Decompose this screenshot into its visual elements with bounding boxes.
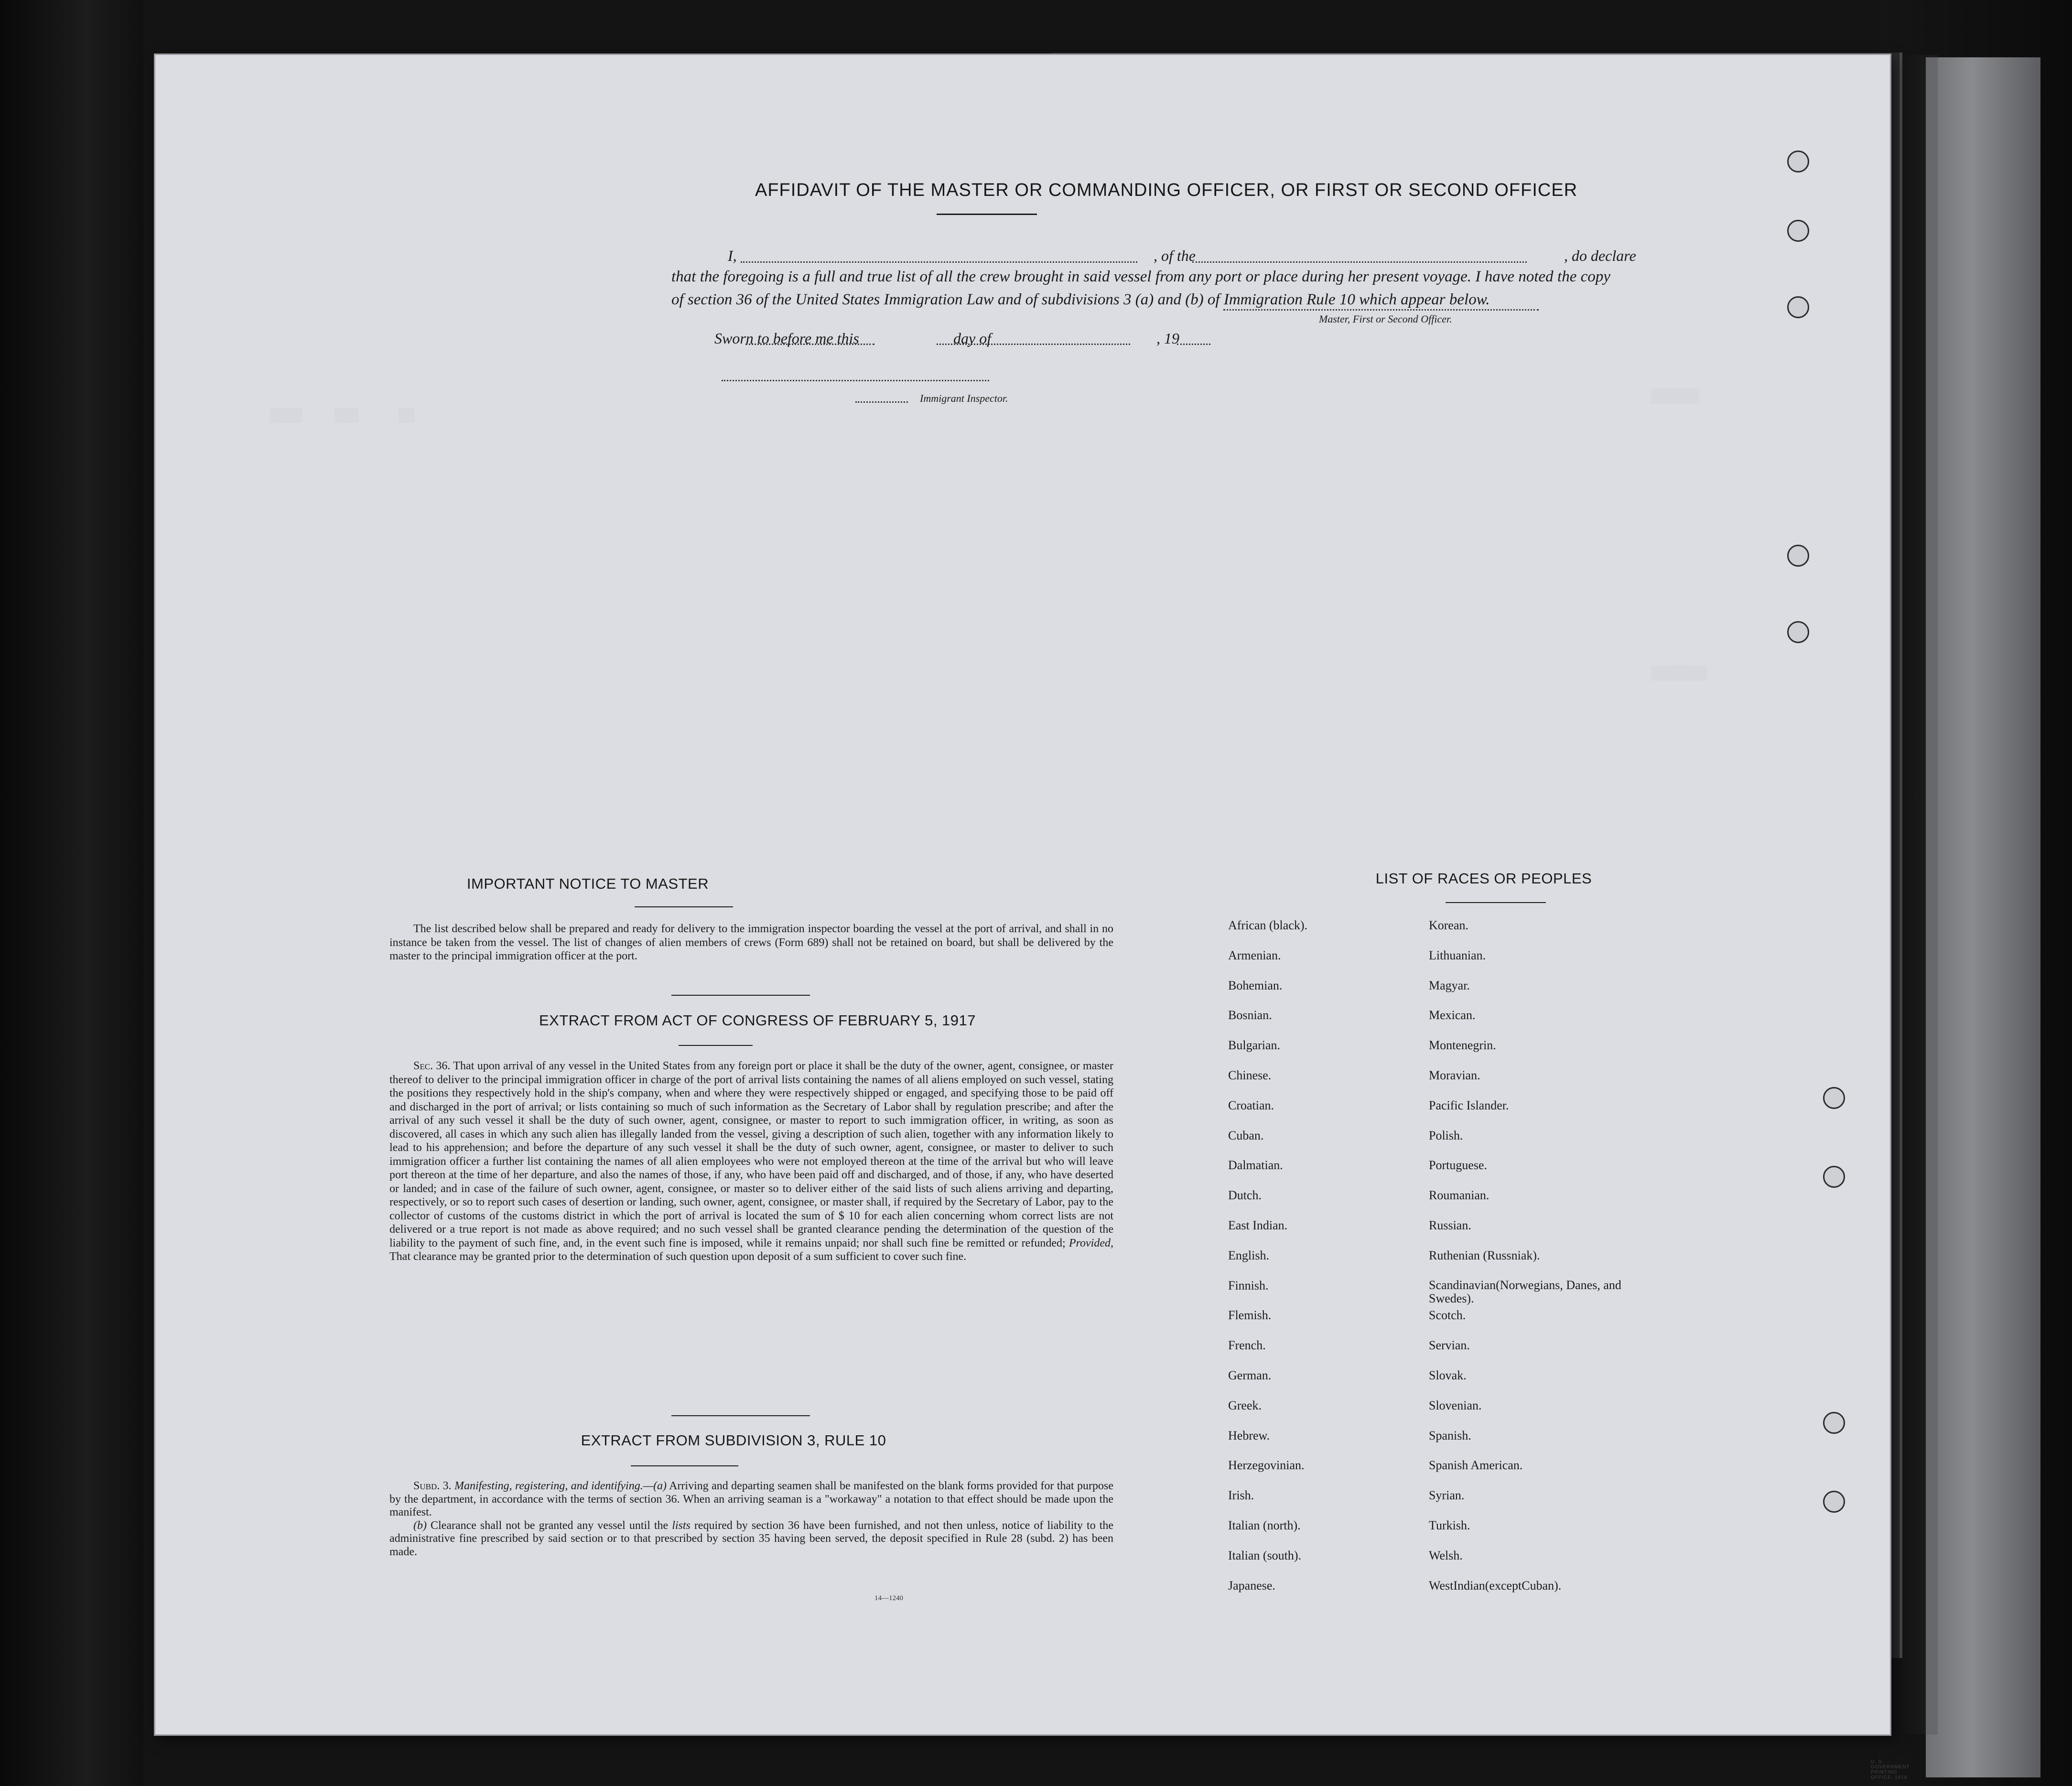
punch-hole bbox=[1787, 296, 1809, 318]
race-item: Bosnian. bbox=[1228, 1008, 1272, 1022]
race-item: Lithuanian. bbox=[1429, 948, 1486, 962]
officer-signature-field[interactable] bbox=[1223, 309, 1539, 311]
rule-text bbox=[389, 1480, 1113, 1559]
b-label: (b) bbox=[413, 1519, 427, 1532]
race-item: Irish. bbox=[1228, 1488, 1254, 1503]
inspector-signature-field[interactable] bbox=[722, 380, 989, 381]
race-item: Greek. bbox=[1228, 1398, 1262, 1412]
race-item: Welsh. bbox=[1429, 1548, 1463, 1562]
race-item: Bohemian. bbox=[1228, 978, 1283, 992]
race-item: Scotch. bbox=[1429, 1308, 1466, 1323]
rule-body-a: Arriving and departing seamen shall be manifested on the blank forms provided for that purpose by the department, in accordance with the terms of section 36. When an arriving seaman is a "workaway" a notation to that effect should be made upon the manifest. bbox=[389, 1480, 1114, 1518]
inspector-label: Immigrant Inspector. bbox=[920, 392, 1008, 404]
sec-label: Sec. 36. bbox=[413, 1060, 451, 1072]
printer-mark: U. S. GOVERNMENT PRINTING OFFICE: 1918 bbox=[1871, 1759, 1910, 1780]
punch-hole bbox=[1787, 151, 1809, 172]
race-item: Cuban. bbox=[1228, 1128, 1264, 1142]
race-item: Dutch. bbox=[1228, 1188, 1262, 1203]
bleed-through: ▒▒▒▒▒▒▒ bbox=[1651, 667, 1707, 681]
race-item: Scandinavian(Norwegians, Danes, and Swedes). bbox=[1429, 1278, 1621, 1305]
race-item: Russian. bbox=[1429, 1218, 1471, 1232]
vessel-name-field[interactable] bbox=[1192, 261, 1527, 263]
race-item: German. bbox=[1228, 1368, 1272, 1382]
race-item: Hebrew. bbox=[1228, 1428, 1270, 1442]
race-item: Italian (north). bbox=[1228, 1518, 1301, 1532]
rule-heading-rule bbox=[631, 1465, 738, 1466]
race-item: Montenegrin. bbox=[1429, 1038, 1496, 1053]
manifest-page bbox=[155, 55, 1910, 1780]
rule-body-b2: required by section 36 have been furnished, and not then unless, notice of liability to the administrative fine prescribed by said section or to that prescribed by section 35 having been served, the deposit specified in Rule 28 (subd. 2) has been made. bbox=[389, 1519, 1114, 1558]
race-item: Slovak. bbox=[1429, 1368, 1467, 1382]
provided-word: Provided, bbox=[1068, 1237, 1114, 1249]
bleed-through: ▒▒▒▒▒▒ bbox=[1651, 389, 1699, 404]
race-item: French. bbox=[1228, 1338, 1266, 1353]
sworn-month-field[interactable] bbox=[937, 344, 1130, 345]
rule-heading: EXTRACT FROM SUBDIVISION 3, RULE 10 bbox=[581, 1432, 886, 1449]
bleed-through: ▒▒▒▒ ▒▒▒ ▒▒ bbox=[270, 409, 415, 423]
race-item: Italian (south). bbox=[1228, 1548, 1302, 1562]
races-list-column-2 bbox=[1429, 918, 1630, 1608]
race-item: African (black). bbox=[1228, 918, 1308, 932]
race-item: Croatian. bbox=[1228, 1098, 1274, 1112]
race-item: Spanish. bbox=[1429, 1428, 1471, 1442]
act-text bbox=[389, 1059, 1113, 1264]
sworn-day-of: day of bbox=[953, 330, 992, 347]
races-rule bbox=[1446, 902, 1546, 903]
race-item: Slovenian. bbox=[1429, 1398, 1482, 1412]
punch-hole bbox=[1787, 545, 1809, 567]
act-rule bbox=[679, 1045, 753, 1046]
inspector-signature-lead bbox=[855, 401, 908, 403]
race-item: Pacific Islander. bbox=[1429, 1098, 1509, 1112]
form-number: 14—1240 bbox=[874, 1594, 903, 1602]
page-edge-shadow bbox=[1899, 55, 1938, 1734]
notice-rule bbox=[635, 906, 733, 907]
adjacent-page-edge bbox=[1926, 57, 2040, 1777]
notice-heading: IMPORTANT NOTICE TO MASTER bbox=[466, 875, 709, 892]
declarant-i: I, bbox=[728, 247, 737, 264]
officer-name-field[interactable] bbox=[741, 261, 1137, 263]
race-item: English. bbox=[1228, 1248, 1269, 1262]
race-item: Servian. bbox=[1429, 1338, 1470, 1353]
race-item: Turkish. bbox=[1429, 1518, 1470, 1532]
race-item: Chinese. bbox=[1228, 1068, 1272, 1082]
race-item: Finnish. bbox=[1228, 1278, 1269, 1292]
punch-hole bbox=[1823, 1412, 1845, 1434]
race-item: Flemish. bbox=[1228, 1308, 1272, 1323]
rule-body-b1: Clearance shall not be granted any vessel until the bbox=[431, 1519, 669, 1532]
race-item: Spanish American. bbox=[1429, 1458, 1523, 1473]
punch-hole bbox=[1823, 1491, 1845, 1513]
race-item: Magyar. bbox=[1429, 978, 1470, 992]
punch-hole bbox=[1787, 621, 1809, 643]
subd-title: Manifesting, registering, and identifying.—(a) bbox=[454, 1480, 667, 1492]
race-item: Roumanian. bbox=[1429, 1188, 1489, 1203]
rule-paragraph-a bbox=[389, 1480, 1113, 1519]
act-body-b: That clearance may be granted prior to the determination of such question upon deposit of a sum sufficient to cover such fine. bbox=[389, 1250, 967, 1263]
sworn-prefix: Sworn to before me this bbox=[714, 330, 859, 347]
race-item: Ruthenian (Russniak). bbox=[1429, 1248, 1540, 1262]
races-list-column-1 bbox=[1228, 918, 1400, 1608]
race-item: Portuguese. bbox=[1429, 1158, 1488, 1173]
punch-hole bbox=[1823, 1087, 1845, 1109]
race-item: Herzegovinian. bbox=[1228, 1458, 1305, 1473]
race-item: WestIndian(exceptCuban). bbox=[1429, 1578, 1562, 1592]
race-item: Japanese. bbox=[1228, 1578, 1275, 1592]
lists-word: lists bbox=[672, 1519, 691, 1532]
punch-hole bbox=[1787, 220, 1809, 242]
race-item: Bulgarian. bbox=[1228, 1038, 1281, 1053]
race-item: Dalmatian. bbox=[1228, 1158, 1283, 1173]
race-item: Armenian. bbox=[1228, 948, 1281, 962]
race-item: East Indian. bbox=[1228, 1218, 1288, 1232]
notice-text: The list described below shall be prepared and ready for delivery to the immigration inspector boarding the vessel at the port of arrival, and shall in no instance be taken from the vessel. The list of changes of alien members of crews (Form 689) shall not be retained on board, but shall be delivered by the master to the principal immigration officer at the port. bbox=[389, 923, 1113, 962]
race-item: Mexican. bbox=[1429, 1008, 1476, 1022]
affidavit-title: AFFIDAVIT OF THE MASTER OR COMMANDING OFFICER, OR FIRST OR SECOND OFFICER bbox=[755, 180, 1578, 200]
act-heading: EXTRACT FROM ACT OF CONGRESS OF FEBRUARY 5, 1917 bbox=[539, 1012, 976, 1029]
of-the-label: , of the bbox=[1154, 247, 1196, 264]
races-heading: LIST OF RACES OR PEOPLES bbox=[1375, 870, 1592, 887]
race-item: Syrian. bbox=[1429, 1488, 1465, 1503]
title-rule bbox=[937, 214, 1037, 215]
sworn-year: , 19 bbox=[1156, 330, 1179, 347]
race-item: Polish. bbox=[1429, 1128, 1463, 1142]
film-frame-left bbox=[0, 0, 143, 1786]
act-body-a: That upon arrival of any vessel in the United States from any foreign port or place it shall be the duty of the owner, agent, consignee, or master thereof to deliver to the principal immigration officer in charge of the port of arrival lists containing the names of all aliens employed on such vessel, stating the positions they respectively hold in the ship's company, when and where they were respectively shipped or engaged, and specifying those to be paid off and discharged in the port of arrival; or lists containing so much of such information as the Secretary of Labor shall by regulation prescribe; and after the arrival of any such vessel it shall be the duty of such owner, agent, consignee, or master to report to such immigration officer, in writing, as soon as discovered, all cases in which any such alien has illegally landed from the vessel, giving a description of such alien, together with any information likely to lead to his apprehension; and before the departure of any such vessel it shall be the duty of such owner, agent, consignee, or master to deliver to such immigration officer a further list containing the names of all alien employees who were not employed thereon at the time of the arrival but who will leave port thereon at the time of her departure, and also the names of those, if any, who have been paid off and discharged, and of those, if any, who have deserted or landed; and in case of the failure of such owner, agent, consignee, or master so to deliver either of the said lists of such aliens arriving and departing, respectively, or so to report such cases of desertion or landing, such owner, agent, consignee, or master shall, if required by the Secretary of Labor, pay to the collector of customs of the customs district in which the port of arrival is located the sum of $ 10 for each alien concerning whom correct lists are not delivered or a true report is not made as above required; and no such vessel shall be granted clearance pending the determination of the question of the liability to the payment of such fine, and, in the event such fine is imposed, while it remains unpaid; nor shall such fine be remitted or refunded; bbox=[389, 1060, 1113, 1249]
sworn-day-field[interactable] bbox=[745, 344, 874, 345]
section-divider bbox=[671, 995, 810, 996]
race-item: Moravian. bbox=[1429, 1068, 1480, 1082]
sworn-year-field[interactable] bbox=[1177, 344, 1210, 345]
signer-label: Master, First or Second Officer. bbox=[1319, 313, 1452, 325]
rule-paragraph-b bbox=[389, 1519, 1113, 1559]
do-declare-label: , do declare bbox=[1564, 247, 1636, 264]
race-item: Korean. bbox=[1429, 918, 1469, 932]
subd-label: Subd. 3. bbox=[413, 1480, 452, 1492]
affidavit-body: that the foregoing is a full and true list of all the crew brought in said vessel from any port or place during her present voyage. I have noted the copy of section 36 of the United States Immigration Law and of subdivisions 3 (a) and (b) of Immigration Rule 10 which appear below. bbox=[671, 268, 1610, 308]
section-divider bbox=[671, 1415, 810, 1416]
punch-hole bbox=[1823, 1166, 1845, 1188]
